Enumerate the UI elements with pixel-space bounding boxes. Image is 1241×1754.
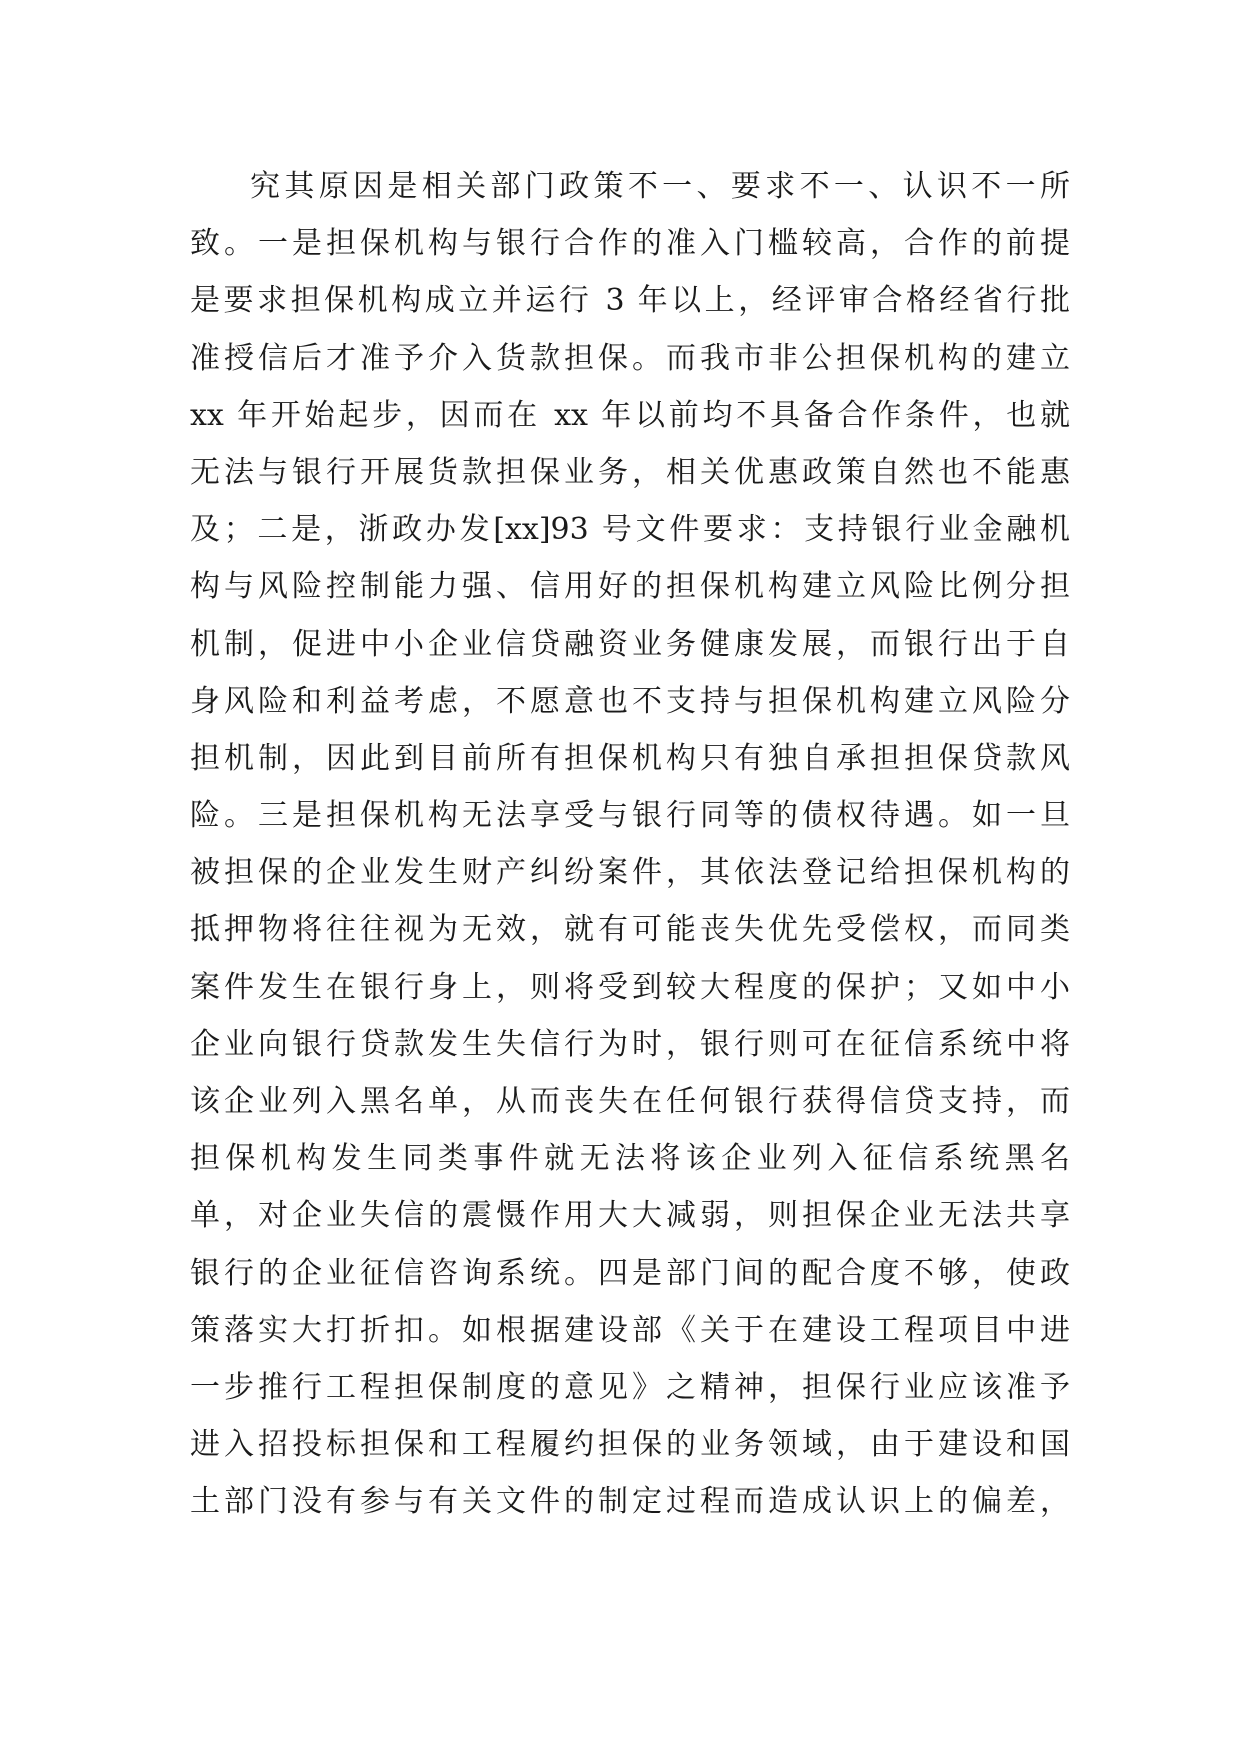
text-line: 致。一是担保机构与银行合作的准入门槛较高，合作的前提 bbox=[190, 226, 1070, 262]
text-line: 担机制，因此到目前所有担保机构只有独自承担担保贷款风 bbox=[190, 740, 1070, 776]
text-line: 一步推行工程担保制度的意见》之精神，担保行业应该准予 bbox=[190, 1369, 1070, 1405]
text-line: 究其原因是相关部门政策不一、要求不一、认识不一所 bbox=[250, 169, 1070, 204]
text-line: 企业向银行贷款发生失信行为时，银行则可在征信系统中将 bbox=[190, 1026, 1070, 1062]
text-line: 策落实大打折扣。如根据建设部《关于在建设工程项目中进 bbox=[190, 1312, 1070, 1348]
text-line: 及；二是，浙政办发[xx]93 号文件要求：支持银行业金融机 bbox=[190, 512, 1070, 548]
text-line: 银行的企业征信咨询系统。四是部门间的配合度不够，使政 bbox=[190, 1255, 1070, 1291]
text-line: 构与风险控制能力强、信用好的担保机构建立风险比例分担 bbox=[190, 569, 1070, 605]
text-line: 险。三是担保机构无法享受与银行同等的债权待遇。如一旦 bbox=[190, 798, 1070, 834]
text-line: 案件发生在银行身上，则将受到较大程度的保护；又如中小 bbox=[190, 969, 1070, 1005]
text-line: 无法与银行开展货款担保业务，相关优惠政策自然也不能惠 bbox=[190, 454, 1070, 490]
text-line: 抵押物将往往视为无效，就有可能丧失优先受偿权，而同类 bbox=[190, 912, 1070, 948]
text-line: 土部门没有参与有关文件的制定过程而造成认识上的偏差， bbox=[190, 1484, 1070, 1520]
text-line: 进入招投标担保和工程履约担保的业务领域，由于建设和国 bbox=[190, 1427, 1070, 1463]
text-line: xx 年开始起步，因而在 xx 年以前均不具备合作条件，也就 bbox=[190, 397, 1070, 433]
text-line: 机制，促进中小企业信贷融资业务健康发展，而银行出于自 bbox=[190, 626, 1070, 662]
text-line: 该企业列入黑名单，从而丧失在任何银行获得信贷支持，而 bbox=[190, 1084, 1070, 1119]
body-paragraph bbox=[190, 158, 1070, 1531]
text-line: 身风险和利益考虑，不愿意也不支持与担保机构建立风险分 bbox=[190, 683, 1070, 719]
text-line: 担保机构发生同类事件就无法将该企业列入征信系统黑名 bbox=[190, 1141, 1070, 1177]
text-line: 单，对企业失信的震慑作用大大减弱，则担保企业无法共享 bbox=[190, 1198, 1070, 1234]
text-line: 准授信后才准予介入货款担保。而我市非公担保机构的建立 bbox=[190, 340, 1070, 376]
text-line: 是要求担保机构成立并运行 3 年以上，经评审合格经省行批 bbox=[190, 283, 1070, 319]
text-line: 被担保的企业发生财产纠纷案件，其依法登记给担保机构的 bbox=[190, 855, 1070, 891]
